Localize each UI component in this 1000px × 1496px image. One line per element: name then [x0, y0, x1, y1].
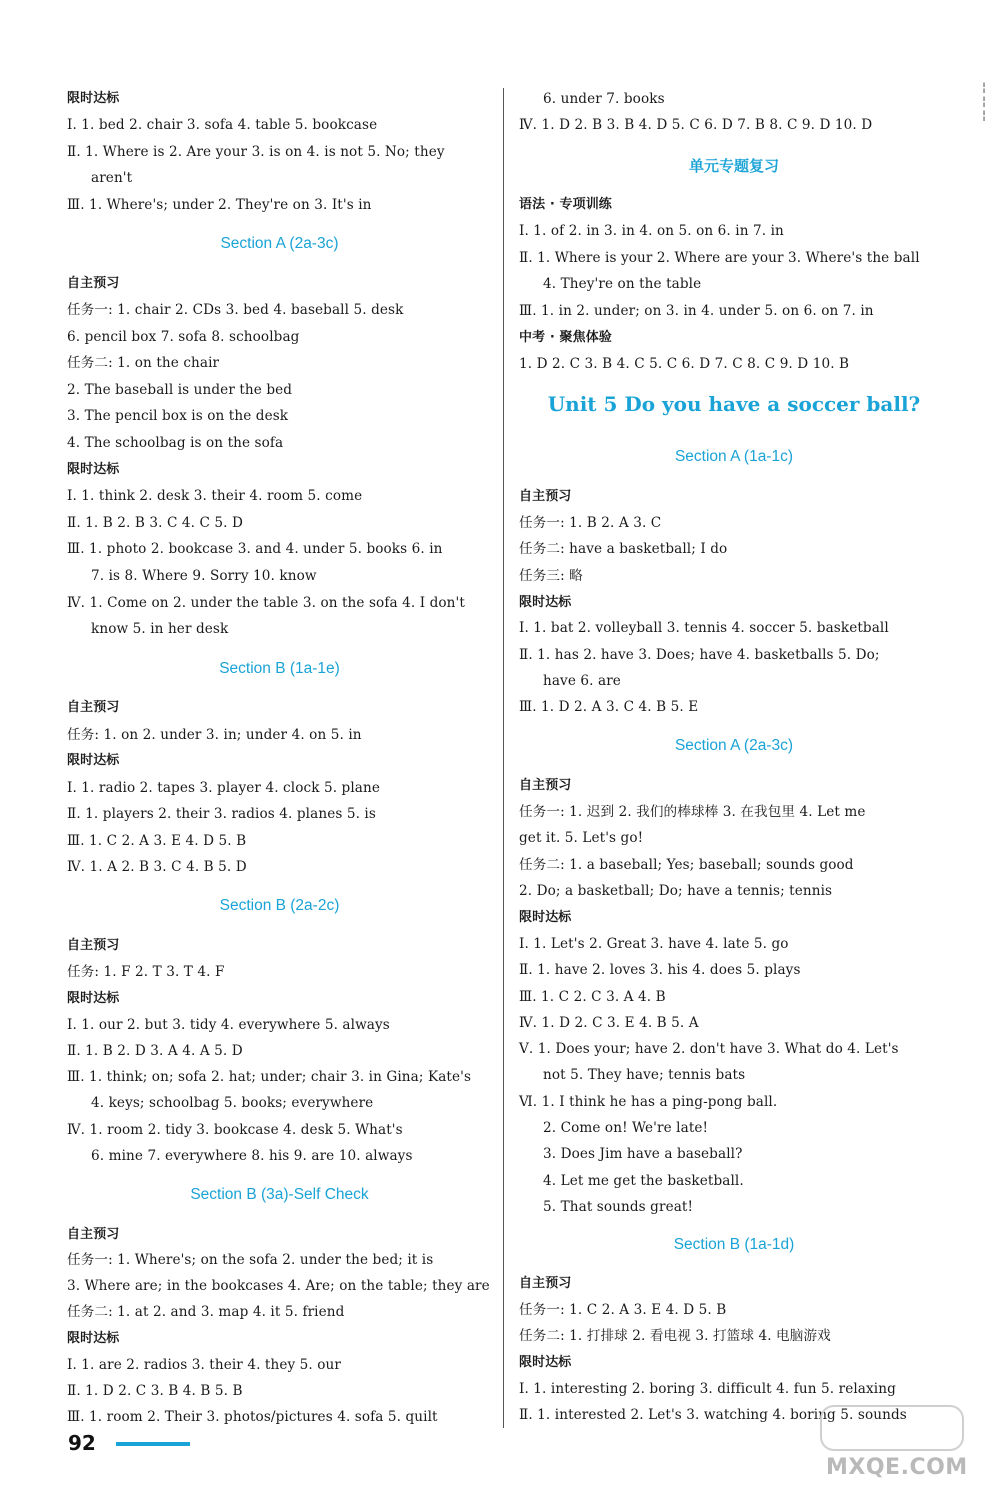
section-heading: Section A (2a-3c)	[674, 737, 794, 754]
answer-line: Ⅱ. 1. B 2. D 3. A 4. A 5. D	[67, 1043, 243, 1059]
answer-line: 6. under 7. books	[543, 91, 665, 107]
answer-line: 任务一: 1. 迟到 2. 我们的棒球棒 3. 在我包里 4. Let me	[519, 804, 866, 820]
answer-line: Ⅲ. 1. photo 2. bookcase 3. and 4. under 5. books 6. in	[67, 541, 443, 557]
answer-line: Ⅰ. 1. interesting 2. boring 3. difficult 4. fun 5. relaxing	[519, 1381, 896, 1397]
answer-line: 3. The pencil box is on the desk	[67, 408, 289, 424]
answer-line: Ⅲ. 1. D 2. A 3. C 4. B 5. E	[519, 699, 699, 715]
answer-line: 任务一: 1. chair 2. CDs 3. bed 4. baseball 5. desk	[67, 302, 404, 318]
watermark-text: MXQE.COM	[826, 1455, 968, 1480]
answer-line: 4. They're on the table	[543, 276, 702, 292]
answer-line: 任务: 1. F 2. T 3. T 4. F	[67, 964, 225, 980]
subsection-label: 限时达标	[67, 462, 120, 477]
answer-line: 1. D 2. C 3. B 4. C 5. C 6. D 7. C 8. C 9. D 10. B	[519, 356, 850, 372]
page-number-bar	[116, 1442, 190, 1446]
answer-line: Ⅱ. 1. Where is 2. Are your 3. is on 4. is not 5. No; they	[67, 144, 445, 160]
answer-line: 任务二: 1. a baseball; Yes; baseball; sounds good	[519, 857, 854, 873]
subsection-label: 限时达标	[67, 991, 120, 1006]
answer-line: Ⅰ. 1. our 2. but 3. tidy 4. everywhere 5. always	[67, 1017, 390, 1033]
section-heading: Section A (1a-1c)	[674, 448, 794, 465]
subsection-label: 语法 · 专项训练	[519, 197, 612, 212]
answer-line: 任务二: 1. on the chair	[67, 355, 220, 371]
answer-line: aren't	[91, 170, 133, 186]
answer-line: Ⅲ. 1. in 2. under; on 3. in 4. under 5. on 6. on 7. in	[519, 303, 874, 319]
answer-line: 6. pencil box 7. sofa 8. schoolbag	[67, 329, 300, 345]
answer-line: Ⅳ. 1. Come on 2. under the table 3. on the sofa 4. I don't	[67, 595, 465, 611]
answer-line: Ⅰ. 1. radio 2. tapes 3. player 4. clock 5. plane	[67, 780, 381, 796]
answer-line: 任务二: have a basketball; I do	[519, 541, 728, 557]
answer-line: 任务一: 1. C 2. A 3. E 4. D 5. B	[519, 1302, 727, 1318]
answer-line: 4. keys; schoolbag 5. books; everywhere	[91, 1095, 374, 1111]
subsection-label: 自主预习	[67, 938, 120, 953]
answer-line: 任务: 1. on 2. under 3. in; under 4. on 5. in	[67, 727, 362, 743]
answer-line: Ⅱ. 1. players 2. their 3. radios 4. planes 5. is	[67, 806, 376, 822]
subsection-label: 限时达标	[519, 595, 572, 610]
subsection-label: 限时达标	[67, 753, 120, 768]
answer-line: Ⅱ. 1. Where is your 2. Where are your 3. Where's the ball	[519, 250, 920, 266]
section-heading: Section B (1a-1d)	[673, 1236, 795, 1253]
answer-line: 3. Where are; in the bookcases 4. Are; on the table; they are	[67, 1278, 490, 1294]
answer-line: 7. is 8. Where 9. Sorry 10. know	[91, 568, 317, 584]
answer-line: 2. Come on! We're late!	[543, 1120, 709, 1136]
subsection-label: 限时达标	[67, 1331, 120, 1346]
answer-line: Ⅴ. 1. Does your; have 2. don't have 3. What do 4. Let's	[519, 1041, 899, 1057]
answer-line: 5. That sounds great!	[543, 1199, 694, 1215]
answer-line: Ⅵ. 1. I think he has a ping-pong ball.	[519, 1094, 778, 1110]
answer-line: Ⅳ. 1. D 2. B 3. B 4. D 5. C 6. D 7. B 8. C 9. D 10. D	[519, 117, 873, 133]
answer-line: 6. mine 7. everywhere 8. his 9. are 10. always	[91, 1148, 413, 1164]
section-heading: Section B (1a-1e)	[219, 660, 340, 677]
section-heading: Section B (3a)-Self Check	[190, 1186, 369, 1203]
answer-line: not 5. They have; tennis bats	[543, 1067, 746, 1083]
subsection-label: 中考 · 聚焦体验	[519, 330, 612, 345]
section-heading: 单元专题复习	[688, 157, 779, 175]
answer-line: Ⅰ. 1. Let's 2. Great 3. have 4. late 5. go	[519, 936, 789, 952]
answer-line: 任务一: 1. B 2. A 3. C	[519, 515, 662, 531]
subsection-label: 限时达标	[67, 91, 120, 106]
answer-line: know 5. in her desk	[91, 621, 229, 637]
subsection-label: 自主预习	[67, 276, 120, 291]
section-heading: Section A (2a-3c)	[220, 235, 339, 252]
answer-line: Ⅰ. 1. of 2. in 3. in 4. on 5. on 6. in 7. in	[519, 223, 784, 239]
answer-line: 4. Let me get the basketball.	[543, 1173, 744, 1189]
answer-line: Ⅲ. 1. Where's; under 2. They're on 3. It's in	[67, 197, 372, 213]
answer-line: have 6. are	[543, 673, 621, 689]
answer-line: Ⅱ. 1. B 2. B 3. C 4. C 5. D	[67, 515, 244, 531]
subsection-label: 自主预习	[67, 1227, 120, 1242]
answer-line: 3. Does Jim have a baseball?	[543, 1146, 743, 1162]
answer-line: get it. 5. Let's go!	[519, 830, 644, 846]
answer-line: Ⅱ. 1. has 2. have 3. Does; have 4. basketballs 5. Do;	[519, 647, 880, 663]
watermark-badge-icon	[820, 1405, 964, 1451]
subsection-label: 限时达标	[519, 910, 572, 925]
answer-line: Ⅱ. 1. interested 2. Let's 3. watching 4. boring 5. sounds	[519, 1407, 907, 1423]
answer-line: 4. The schoolbag is on the sofa	[67, 435, 284, 451]
answer-line: Ⅳ. 1. room 2. tidy 3. bookcase 4. desk 5. What's	[67, 1122, 403, 1138]
answer-line: 2. The baseball is under the bed	[67, 382, 293, 398]
answer-line: Ⅱ. 1. D 2. C 3. B 4. B 5. B	[67, 1383, 243, 1399]
answer-line: 2. Do; a basketball; Do; have a tennis; tennis	[519, 883, 833, 899]
subsection-label: 自主预习	[519, 778, 572, 793]
column-divider	[503, 88, 504, 1428]
answer-line: Ⅳ. 1. A 2. B 3. C 4. B 5. D	[67, 859, 247, 875]
answer-line: Ⅳ. 1. D 2. C 3. E 4. B 5. A	[519, 1015, 699, 1031]
page-number: 92	[68, 1431, 96, 1455]
edge-marks: ¦ ¦ ¦	[982, 80, 987, 122]
answer-line: Ⅲ. 1. think; on; sofa 2. hat; under; chair 3. in Gina; Kate's	[67, 1069, 472, 1085]
answer-line: Ⅲ. 1. room 2. Their 3. photos/pictures 4. sofa 5. quilt	[67, 1409, 438, 1425]
subsection-label: 自主预习	[67, 700, 120, 715]
subsection-label: 限时达标	[519, 1355, 572, 1370]
answer-line: 任务一: 1. Where's; on the sofa 2. under the bed; it is	[67, 1252, 434, 1268]
section-heading: Section B (2a-2c)	[219, 897, 340, 914]
subsection-label: 自主预习	[519, 489, 572, 504]
answer-line: Ⅲ. 1. C 2. A 3. E 4. D 5. B	[67, 833, 247, 849]
watermark	[820, 1405, 970, 1493]
answer-line: Ⅱ. 1. have 2. loves 3. his 4. does 5. plays	[519, 962, 801, 978]
answer-line: 任务二: 1. 打排球 2. 看电视 3. 打篮球 4. 电脑游戏	[519, 1328, 831, 1344]
answer-line: Ⅲ. 1. C 2. C 3. A 4. B	[519, 989, 666, 1005]
answer-line: Ⅰ. 1. bat 2. volleyball 3. tennis 4. soccer 5. basketball	[519, 620, 889, 636]
answer-line: 任务二: 1. at 2. and 3. map 4. it 5. friend	[67, 1304, 345, 1320]
answer-line: Ⅰ. 1. bed 2. chair 3. sofa 4. table 5. bookcase	[67, 117, 378, 133]
answer-line: Ⅰ. 1. are 2. radios 3. their 4. they 5. our	[67, 1357, 341, 1373]
answer-line: Ⅰ. 1. think 2. desk 3. their 4. room 5. come	[67, 488, 363, 504]
subsection-label: 自主预习	[519, 1276, 572, 1291]
unit-title: Unit 5 Do you have a soccer ball?	[547, 392, 921, 416]
answer-line: 任务三: 略	[519, 568, 583, 584]
